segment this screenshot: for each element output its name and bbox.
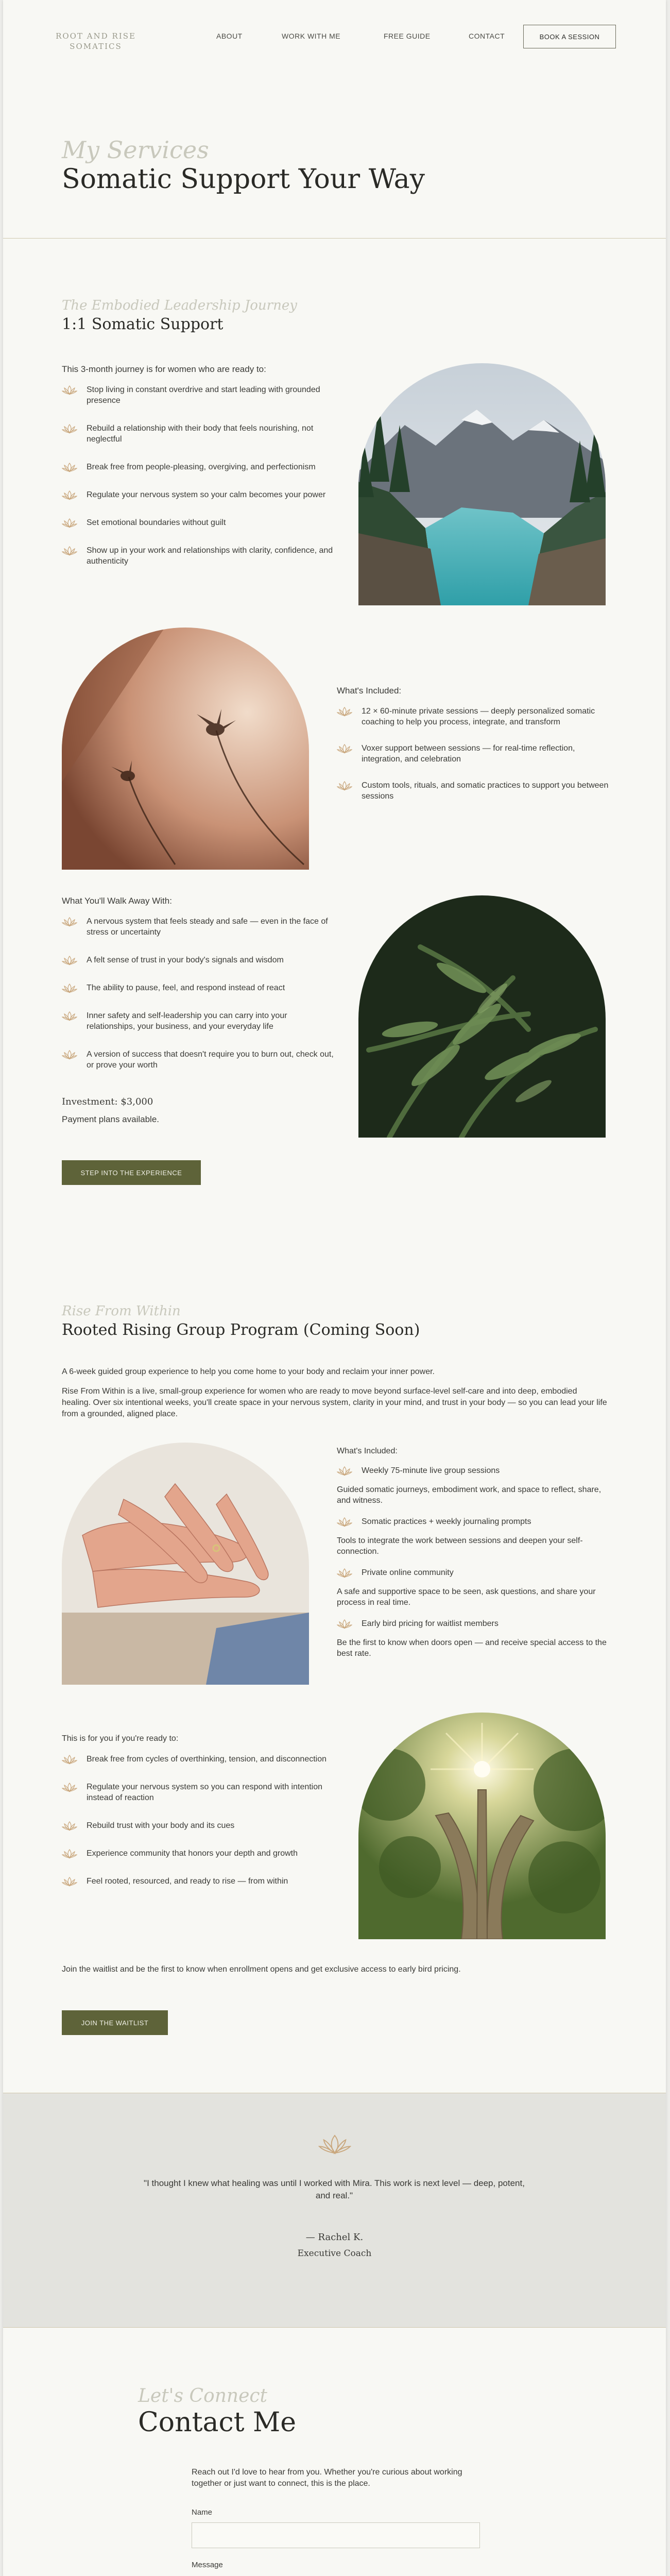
join-waitlist-button[interactable]: JOIN THE WAITLIST xyxy=(62,2010,168,2035)
lotus-icon xyxy=(62,1049,77,1060)
list-item xyxy=(337,1465,610,1476)
list-text: The ability to pause, feel, and respond instead of react xyxy=(87,984,285,992)
list-text: Set emotional boundaries without guilt xyxy=(87,518,226,527)
list-description: Tools to integrate the work between sessions and deepen your self-connection. xyxy=(337,1536,583,1556)
nav-about[interactable]: ABOUT xyxy=(216,32,243,40)
one-on-one-title: 1:1 Somatic Support xyxy=(62,315,224,333)
list-item xyxy=(62,462,335,472)
group-intro: A 6-week guided group experience to help you come home to your body and reclaim your inner power. xyxy=(62,1367,435,1376)
contact-intro: Reach out I'd love to hear from you. Whether you're curious about working together or just want to connect, this is the place. xyxy=(192,2468,462,2488)
book-session-button[interactable]: BOOK A SESSION xyxy=(523,25,616,48)
list-item xyxy=(62,489,335,500)
list-item xyxy=(62,916,335,938)
divider xyxy=(3,238,666,239)
list-item xyxy=(62,1010,335,1032)
one-on-one-intro: This 3-month journey is for women who are ready to: xyxy=(62,364,266,374)
list-item xyxy=(337,780,610,802)
lotus-icon xyxy=(62,490,77,500)
lotus-icon xyxy=(62,518,77,528)
list-item xyxy=(337,706,610,727)
lotus-icon xyxy=(337,1466,352,1476)
list-item xyxy=(337,743,610,765)
testimonial-name: — Rachel K. xyxy=(305,2232,364,2243)
list-text: Private online community xyxy=(362,1568,454,1577)
lotus-icon xyxy=(62,385,77,395)
lotus-icon xyxy=(62,1011,77,1021)
list-text: Weekly 75-minute live group sessions xyxy=(362,1466,500,1475)
lotus-icon xyxy=(62,546,77,556)
list-item xyxy=(62,982,335,993)
list-item xyxy=(337,1567,610,1578)
mountain-river-image xyxy=(358,363,606,605)
contact-title: Contact Me xyxy=(138,2407,297,2438)
nav-free-guide[interactable]: FREE GUIDE xyxy=(384,32,431,40)
divider xyxy=(3,2327,666,2328)
lotus-icon xyxy=(337,706,352,717)
list-text: Show up in your work and relationships with clarity, confidence, and authenticity xyxy=(87,546,333,566)
included-list xyxy=(337,706,610,802)
list-text: Voxer support between sessions — for real-time reflection, integration, and celebration xyxy=(362,744,575,764)
list-item xyxy=(337,1618,610,1629)
list-text: Stop living in constant overdrive and start leading with grounded presence xyxy=(87,385,320,405)
list-text: Regulate your nervous system so your calm becomes your power xyxy=(87,490,326,499)
contact-script: Let's Connect xyxy=(138,2385,268,2406)
list-text: A version of success that doesn't require you to burn out, check out, or prove your worth xyxy=(87,1050,334,1070)
group-description: Rise From Within is a live, small-group experience for women who are ready to move beyond surface-level self-care and into deep, embodied healing. Over six intentional weeks, you'll create space in your nervous system, clarity in your mind, and trust in your body — so you can lead your life from a grounded, aligned place. xyxy=(62,1387,607,1418)
list-description: Guided somatic journeys, embodiment work, and space to reflect, share, and witness. xyxy=(337,1485,602,1505)
stacked-hands-image xyxy=(62,1443,309,1685)
list-item xyxy=(337,1516,610,1527)
included-title: What's Included: xyxy=(337,686,402,696)
list-text: Experience community that honors your depth and growth xyxy=(87,1849,298,1858)
list-text: Feel rooted, resourced, and ready to rise — from within xyxy=(87,1877,288,1886)
list-text: A nervous system that feels steady and safe — even in the face of stress or uncertainty xyxy=(87,917,328,937)
list-item xyxy=(62,517,335,528)
lotus-icon xyxy=(62,917,77,927)
group-included-title: What's Included: xyxy=(337,1447,398,1455)
list-item xyxy=(62,423,335,445)
testimonial-band xyxy=(3,2093,666,2327)
list-description: Be the first to know when doors open — and receive special access to the best rate. xyxy=(337,1638,607,1658)
list-text: Break free from people-pleasing, overgiving, and perfectionism xyxy=(87,463,316,471)
list-item xyxy=(62,955,335,965)
list-text: Break free from cycles of overthinking, tension, and disconnection xyxy=(87,1755,327,1764)
for-you-list xyxy=(62,1754,335,1887)
list-item xyxy=(62,1754,335,1765)
ready-list xyxy=(62,384,335,567)
list-text: A felt sense of trust in your body's signals and wisdom xyxy=(87,956,284,964)
fern-leaves-image xyxy=(358,895,606,1138)
list-item xyxy=(62,1782,335,1803)
list-item xyxy=(62,1049,335,1071)
step-into-experience-button[interactable]: STEP INTO THE EXPERIENCE xyxy=(62,1160,201,1185)
lotus-icon xyxy=(62,1876,77,1887)
lotus-icon xyxy=(337,743,352,754)
group-included-list xyxy=(337,1465,610,1659)
group-title: Rooted Rising Group Program (Coming Soon) xyxy=(62,1321,420,1339)
lotus-icon xyxy=(337,1619,352,1629)
page-title: Somatic Support Your Way xyxy=(62,164,425,195)
lotus-icon xyxy=(62,1849,77,1859)
lotus-icon xyxy=(337,1517,352,1527)
lotus-icon xyxy=(62,1821,77,1831)
lotus-icon xyxy=(337,1568,352,1578)
name-label: Name xyxy=(192,2508,213,2517)
list-item xyxy=(62,1876,335,1887)
list-text: Rebuild a relationship with their body that feels nourishing, not neglectful xyxy=(87,424,314,444)
list-item xyxy=(62,545,335,567)
dandelion-shadow-image xyxy=(62,628,309,870)
nav-contact[interactable]: CONTACT xyxy=(469,32,505,40)
list-text: 12 × 60-minute private sessions — deeply personalized somatic coaching to help you process, integrate, and transform xyxy=(362,707,595,726)
lotus-icon xyxy=(62,1782,77,1792)
message-label: Message xyxy=(192,2561,223,2569)
hero-script: My Services xyxy=(62,136,209,164)
testimonial-quote: "I thought I knew what healing was until I worked with Mira. This work is next level — deep, potent, and real." xyxy=(144,2178,525,2200)
walk-away-title: What You'll Walk Away With: xyxy=(62,896,172,906)
lotus-icon xyxy=(62,1754,77,1765)
list-item xyxy=(62,1848,335,1859)
one-on-one-script: The Embodied Leadership Journey xyxy=(62,298,297,313)
name-input[interactable] xyxy=(192,2522,480,2548)
list-text: Early bird pricing for waitlist members xyxy=(362,1619,499,1628)
lotus-icon xyxy=(337,781,352,791)
logo-line1: ROOT AND RISE xyxy=(56,31,136,41)
list-text: Regulate your nervous system so you can respond with intention instead of reaction xyxy=(87,1783,323,1802)
for-you-title: This is for you if you're ready to: xyxy=(62,1734,179,1743)
page xyxy=(3,0,666,2576)
tree-canopy-image xyxy=(358,1713,606,1939)
payment-plans: Payment plans available. xyxy=(62,1114,160,1124)
lotus-icon xyxy=(62,423,77,434)
lotus-icon xyxy=(62,462,77,472)
site-logo[interactable] xyxy=(55,31,137,52)
waitlist-text: Join the waitlist and be the first to know when enrollment opens and get exclusive access to early bird pricing. xyxy=(62,1965,461,1974)
investment-price: Investment: $3,000 xyxy=(62,1096,153,1107)
list-description: A safe and supportive space to be seen, ask questions, and share your process in real time. xyxy=(337,1587,596,1607)
list-item xyxy=(62,384,335,406)
group-script: Rise From Within xyxy=(62,1303,181,1319)
lotus-icon xyxy=(62,955,77,965)
list-item xyxy=(62,1820,335,1831)
logo-line2: SOMATICS xyxy=(70,42,122,51)
nav-work-with-me[interactable]: WORK WITH ME xyxy=(282,32,341,40)
list-text: Custom tools, rituals, and somatic practices to support you between sessions xyxy=(362,781,609,801)
testimonial-role: Executive Coach xyxy=(297,2248,372,2259)
list-text: Somatic practices + weekly journaling prompts xyxy=(362,1517,531,1526)
list-text: Inner safety and self-leadership you can carry into your relationships, your business, and your everyday life xyxy=(87,1011,287,1031)
list-text: Rebuild trust with your body and its cues xyxy=(87,1821,235,1830)
lotus-icon xyxy=(318,2133,351,2156)
walk-away-list xyxy=(62,916,335,1071)
lotus-icon xyxy=(62,983,77,993)
